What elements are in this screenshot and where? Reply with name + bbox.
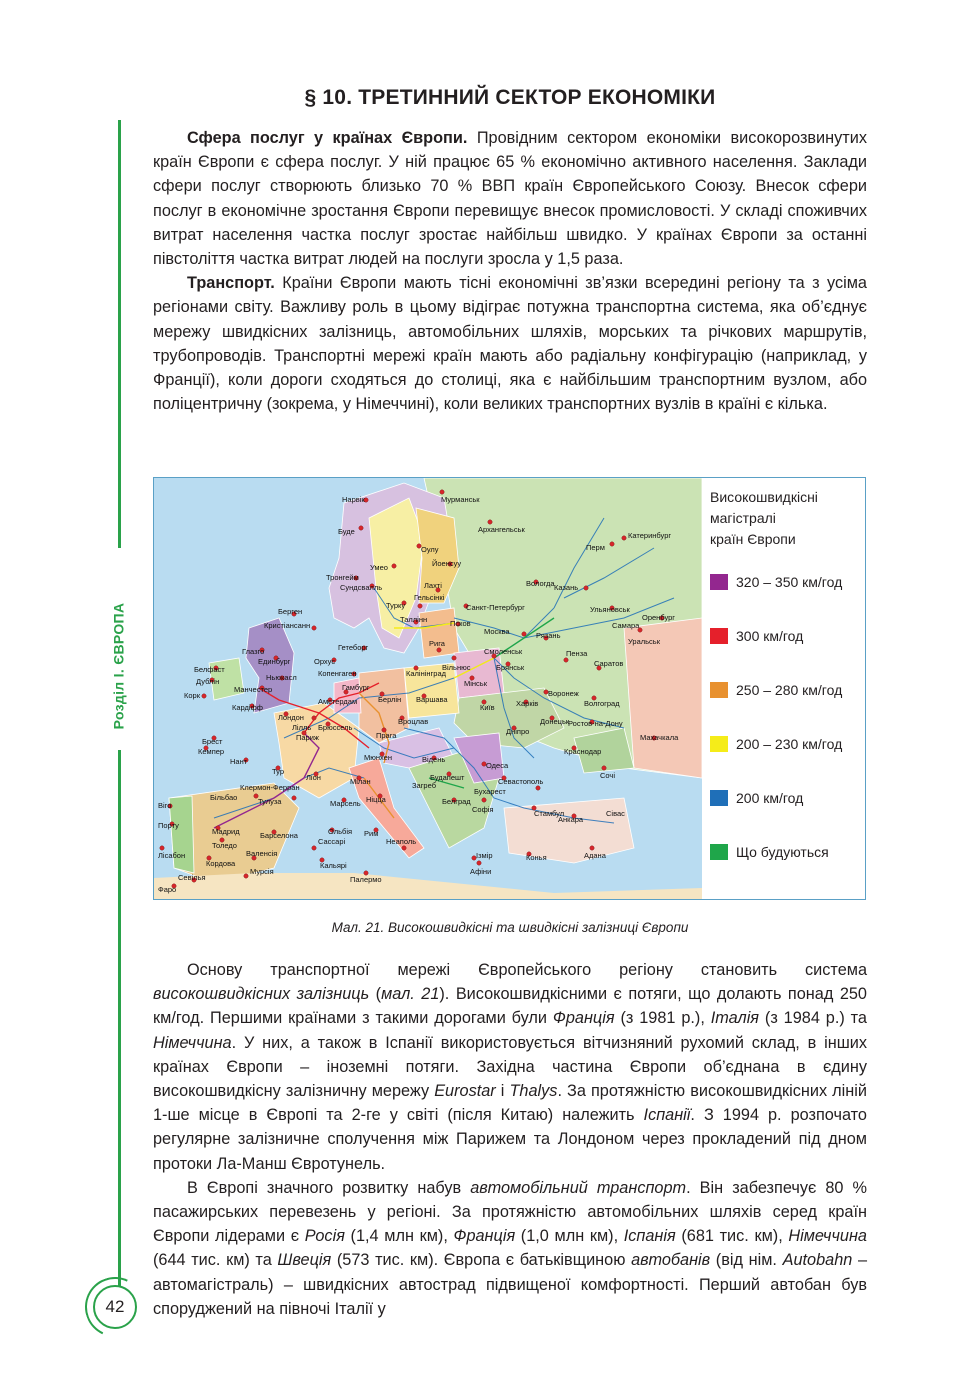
text-run: (з 1981 р.), bbox=[614, 1009, 711, 1028]
city-label: Сочі bbox=[600, 771, 615, 780]
legend-label: Що будуються bbox=[736, 844, 829, 860]
city-label: Архангельськ bbox=[478, 525, 525, 534]
city-label: Смоленськ bbox=[484, 647, 523, 656]
city-label: Брюссель bbox=[318, 723, 353, 732]
figure-map bbox=[153, 477, 866, 900]
city-label: Йоенсуу bbox=[432, 559, 462, 568]
city-label: Орхус bbox=[314, 657, 336, 666]
text-run: . Він забезпечує 80 % пасажирських перевезень у регіоні. За протяжністю автомобільних шляхів серед країн Європи лідерами є bbox=[153, 1178, 867, 1246]
legend-label: 300 км/год bbox=[736, 628, 804, 644]
city-label: Копенгаген bbox=[318, 669, 357, 678]
city-label: Тулуза bbox=[258, 797, 282, 806]
legend-label: 250 – 280 км/год bbox=[736, 682, 843, 698]
city-label: Сундсвалль bbox=[340, 583, 383, 592]
city-label: Париж bbox=[296, 733, 319, 742]
section-tab bbox=[101, 593, 135, 738]
city-label: Барселона bbox=[260, 831, 298, 840]
city-label: Загреб bbox=[412, 781, 436, 790]
city-label: Відень bbox=[422, 755, 446, 764]
city-label: Мурманськ bbox=[441, 495, 480, 504]
city-label: Прага bbox=[376, 731, 397, 740]
text-run: . За протяжністю високошвидкісних ліній 1-ше місце в Європі та 2-ге у світі (після Китаю) належить bbox=[153, 1082, 867, 1125]
city-label: Кристіансанн bbox=[264, 621, 311, 630]
italic-run: Іспанія bbox=[623, 1227, 676, 1246]
city-label: Амстердам bbox=[318, 697, 358, 706]
text-block-bottom bbox=[153, 958, 867, 1321]
city-label: Вільнюс bbox=[442, 663, 471, 672]
legend-item-300 bbox=[710, 626, 803, 646]
city-label: Пенза bbox=[566, 649, 588, 658]
page-number: 42 bbox=[93, 1285, 137, 1329]
city-label: Брест bbox=[202, 737, 223, 746]
italic-run: Швеція bbox=[277, 1251, 332, 1270]
city-label: Адана bbox=[584, 851, 606, 860]
paragraph-transport bbox=[153, 271, 867, 416]
italic-run: Іспанії bbox=[643, 1106, 691, 1125]
city-label: Лондон bbox=[278, 713, 304, 722]
text-run: Основу транспортної мережі Європейського регіону становить система bbox=[187, 961, 867, 979]
europe-rail-map bbox=[154, 478, 702, 899]
city-label: Краснодар bbox=[564, 747, 602, 756]
city-label: Севастополь bbox=[498, 777, 544, 786]
city-label: Калінінград bbox=[406, 669, 446, 678]
city-label: Оренбург bbox=[642, 613, 676, 622]
city-label: Київ bbox=[480, 703, 495, 712]
city-label: Клермон-Ферран bbox=[240, 783, 300, 792]
margin-rule-top bbox=[118, 120, 121, 548]
city-label: Махачкала bbox=[640, 733, 679, 742]
city-label: Москва bbox=[484, 627, 510, 636]
city-label: Марсель bbox=[330, 799, 361, 808]
city-label: Ростов-на-Дону bbox=[568, 719, 623, 728]
city-label: Корк bbox=[184, 691, 200, 700]
legend-swatch bbox=[710, 628, 728, 644]
city-label: Санкт-Петербург bbox=[466, 603, 525, 612]
legend-label: 200 – 230 км/год bbox=[736, 736, 843, 752]
paragraph-services-lead: Сфера послуг у країнах Європи. bbox=[187, 129, 468, 147]
city-label: Воронеж bbox=[548, 689, 579, 698]
city-label: Лахті bbox=[424, 581, 442, 590]
paragraph-road bbox=[153, 1176, 867, 1321]
city-label: Ліон bbox=[306, 773, 321, 782]
city-label: Ньюкасл bbox=[266, 673, 297, 682]
legend-item-200 bbox=[710, 788, 803, 808]
city-label: Неаполь bbox=[386, 837, 417, 846]
legend-item-200-230 bbox=[710, 734, 842, 754]
city-label: Толедо bbox=[212, 841, 237, 850]
city-label: Кемпер bbox=[198, 747, 225, 756]
legend-title-line: Високошвидкісні bbox=[710, 489, 818, 505]
city-label: Афіни bbox=[470, 867, 492, 876]
city-label: Лілль bbox=[292, 723, 312, 732]
italic-run: Німеччина bbox=[153, 1033, 232, 1052]
city-label: Лісабон bbox=[158, 851, 186, 860]
text-run: (573 тис. км). Європа є батьківщиною bbox=[331, 1251, 632, 1270]
city-label: Казань bbox=[554, 583, 579, 592]
city-label: Оулу bbox=[421, 545, 439, 554]
legend-swatch bbox=[710, 790, 728, 806]
city-label: Таллінн bbox=[400, 615, 428, 624]
text-run: (1,0 млн км), bbox=[515, 1227, 624, 1246]
city-label: Брянськ bbox=[496, 663, 525, 672]
paragraph-services bbox=[153, 126, 867, 271]
city-label: Сівас bbox=[606, 809, 625, 818]
text-run: (644 тис. км) та bbox=[153, 1251, 278, 1270]
city-label: Одеса bbox=[486, 761, 509, 770]
city-label: Більбао bbox=[210, 793, 238, 802]
italic-run: Thalys bbox=[509, 1082, 558, 1101]
city-label: Тронгейм bbox=[326, 573, 359, 582]
city-label: Рига bbox=[429, 639, 445, 648]
italic-run: Франція bbox=[552, 1009, 615, 1028]
city-label: Нарвік bbox=[342, 495, 365, 504]
city-label: Валенсія bbox=[246, 849, 278, 858]
city-label: Умео bbox=[370, 563, 388, 572]
text-run: (681 тис. км), bbox=[675, 1227, 789, 1246]
margin-rule-bottom bbox=[118, 750, 121, 1290]
city-label: Мінськ bbox=[464, 679, 487, 688]
city-label: Варшава bbox=[416, 695, 448, 704]
section-tab-label: Розділ I. ЄВРОПА bbox=[110, 602, 127, 729]
city-label: Самара bbox=[612, 621, 640, 630]
city-label: Глазго bbox=[242, 647, 265, 656]
text-run: В Європі значного розвитку набув bbox=[187, 1178, 471, 1197]
city-label: Мілан bbox=[350, 777, 371, 786]
city-label: Дублін bbox=[196, 677, 220, 686]
text-run: ( bbox=[369, 985, 382, 1004]
city-label: Кардіфф bbox=[232, 703, 263, 712]
city-label: Кальярі bbox=[320, 861, 347, 870]
city-label: Будапешт bbox=[430, 773, 465, 782]
legend-label: 200 км/год bbox=[736, 790, 804, 806]
italic-run: автобанів bbox=[631, 1251, 711, 1270]
italic-run: мал. 21 bbox=[381, 985, 440, 1004]
city-label: Тур bbox=[272, 767, 284, 776]
city-label: Мадрид bbox=[212, 827, 240, 836]
italic-run: Росія bbox=[304, 1227, 345, 1246]
legend-title-line: країн Європи bbox=[710, 531, 796, 547]
legend-title-line: магістралі bbox=[710, 510, 776, 526]
city-label: Вроцлав bbox=[398, 717, 429, 726]
page-title: § 10. ТРЕТИННИЙ СЕКТОР ЕКОНОМІКИ bbox=[304, 86, 716, 109]
city-label: Мюнхен bbox=[364, 753, 392, 762]
italic-run: автомобільний транспорт bbox=[470, 1178, 687, 1197]
city-label: Уральськ bbox=[628, 637, 660, 646]
city-label: Буде bbox=[338, 527, 355, 536]
legend-swatch bbox=[710, 844, 728, 860]
city-label: Донецьк bbox=[540, 717, 570, 726]
italic-run: Autobahn bbox=[782, 1251, 853, 1270]
paragraph-services-body: Провідним сектором економіки високорозвинутих країн Європи є сфера послуг. У ній працює 65 % економічно активного населення. Заклади сфери послуг створюють близько 70 % ВВП країн Європейського Союзу. Внесок сфери послуг в економічне зростання Європи перевищує внесок промисловості. У складі споживчих витрат населення частка послуг зростає найбільш швидко. У країнах Європи за останні півстоліття частка витрат людей на послуги зросла у 1,5 раза. bbox=[153, 129, 867, 269]
text-run: – автомагістраль) – швидкісних автострад підвищеної комфортності. Перший автобан був споруджений на півночі Італії у bbox=[153, 1251, 867, 1318]
city-label: Ольбія bbox=[328, 827, 353, 836]
city-label: Палермо bbox=[350, 875, 382, 884]
italic-run: Німеччина bbox=[788, 1227, 867, 1246]
italic-run: Італія bbox=[710, 1009, 760, 1028]
city-label: Кордова bbox=[206, 859, 236, 868]
text-run: ). Високошвидкісними є потяги, що долають понад 250 км/год. Першими країнами з такими дорогами були bbox=[153, 985, 867, 1028]
text-run: (1,4 млн км), bbox=[344, 1227, 454, 1246]
city-label: Ніцца bbox=[366, 795, 386, 804]
city-label: Единбург bbox=[258, 657, 291, 666]
legend-title bbox=[710, 487, 818, 550]
city-label: Бухарест bbox=[474, 787, 506, 796]
paragraph-transport-lead: Транспорт. bbox=[187, 274, 275, 293]
city-label: Фаро bbox=[158, 885, 177, 894]
italic-run: Eurostar bbox=[434, 1082, 496, 1101]
city-label: Катеринбург bbox=[628, 531, 672, 540]
legend-swatch bbox=[710, 736, 728, 752]
legend-swatch bbox=[710, 574, 728, 590]
city-label: Рязань bbox=[536, 631, 561, 640]
city-label: Харків bbox=[516, 699, 539, 708]
city-label: Белфаст bbox=[194, 665, 225, 674]
city-label: Софія bbox=[472, 805, 494, 814]
legend-swatch bbox=[710, 682, 728, 698]
city-label: Гельсінкі bbox=[414, 593, 445, 602]
city-label: Стамбул bbox=[534, 809, 565, 818]
city-label: Гетеборг bbox=[338, 643, 369, 652]
text-run: . З 1994 р. розпочато регулярне залізничне сполучення між Парижем та Лондоном через прокладений під дном протоки Ла-Манш Євротунель. bbox=[153, 1106, 867, 1173]
legend-item-320-350 bbox=[710, 572, 842, 592]
city-label: Мурсія bbox=[250, 867, 274, 876]
map-legend bbox=[710, 478, 865, 899]
text-run: (від нім. bbox=[710, 1251, 783, 1270]
city-label: Волгоград bbox=[584, 699, 620, 708]
figure-caption: Мал. 21. Високошвидкісні та швидкісні залізниці Європи bbox=[331, 920, 689, 935]
paragraph-rail bbox=[153, 958, 867, 1176]
legend-item-under-construction bbox=[710, 842, 829, 862]
city-label: Віго bbox=[158, 801, 172, 810]
city-label: Вологда bbox=[526, 579, 555, 588]
city-label: Нант bbox=[230, 757, 248, 766]
city-label: Манчестер bbox=[234, 685, 273, 694]
city-label: Севілья bbox=[178, 873, 206, 882]
city-label: Саратов bbox=[594, 659, 624, 668]
city-label: Псков bbox=[450, 619, 471, 628]
city-label: Ульяновськ bbox=[590, 605, 630, 614]
city-label: Анкара bbox=[558, 815, 584, 824]
paragraph-transport-body: Країни Європи мають тісні економічні зв’язки всередині регіону та з усіма регіонами світу. Важливу роль в цьому відіграє потужна транспортна система, яка об’єднує мережу швидкісних залізниць, автомобільних шляхів, морських та річкових маршрутів, трубопроводів. Транспортні мережі країн мають або радіальну конфігурацію (наприклад, у Франції), коли дороги сходяться до столиці, яка є найбільшим транспортним вузлом, або поліцентричну (зокрема, у Німеччині), коли великих транспортних вузлів в країні є кілька. bbox=[153, 274, 867, 414]
text-block-top bbox=[153, 126, 867, 416]
city-label: Порту bbox=[158, 821, 179, 830]
city-label: Перм bbox=[586, 543, 605, 552]
city-label: Рим bbox=[364, 829, 379, 838]
city-label: Берлін bbox=[378, 695, 402, 704]
text-run: і bbox=[495, 1082, 510, 1101]
city-label: Конья bbox=[526, 853, 547, 862]
legend-item-250-280 bbox=[710, 680, 842, 700]
city-label: Гамбург bbox=[342, 683, 370, 692]
city-label: Берген bbox=[278, 607, 303, 616]
city-label: Сассарі bbox=[318, 837, 346, 846]
italic-run: Франція bbox=[453, 1227, 516, 1246]
city-label: Турку bbox=[386, 601, 406, 610]
city-label: Белград bbox=[442, 797, 471, 806]
italic-run: високошвидкісних залізниць bbox=[153, 985, 370, 1004]
legend-label: 320 – 350 км/год bbox=[736, 574, 843, 590]
city-label: Ізмір bbox=[476, 851, 493, 860]
city-label: Дніпро bbox=[506, 727, 530, 736]
text-run: . У них, а також в Іспанії використовується вітчизняний рухомий склад, в інших країнах Європи – іноземні потяги. Західна частина Європи об’єднана в єдину високошвидкісну залізничну мережу bbox=[153, 1033, 867, 1101]
text-run: (з 1984 р.) та bbox=[759, 1009, 867, 1028]
